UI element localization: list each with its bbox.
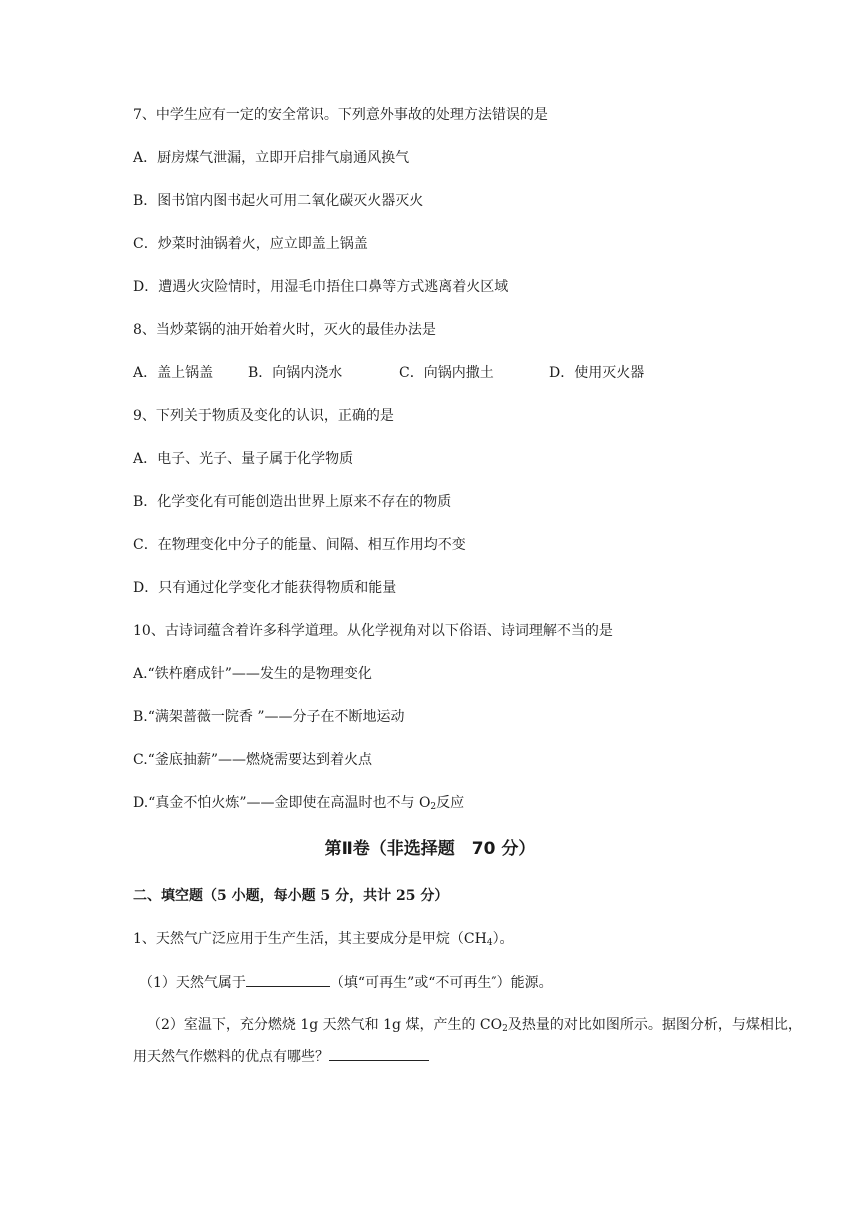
fill1-part2-text: （2）室温下，充分燃烧 1g 天然气和 1g 煤，产生的 CO bbox=[147, 1017, 503, 1033]
q10-option-d bbox=[133, 793, 464, 813]
fill1-stem-subscript: 4 bbox=[486, 938, 493, 948]
q10-option-a: A.“铁杵磨成针”——发生的是物理变化 bbox=[133, 666, 372, 682]
q8-option-b: B．向锅内浇水 bbox=[248, 365, 343, 381]
q7-option-a: A．厨房煤气泄漏，立即开启排气扇通风换气 bbox=[133, 150, 410, 166]
q8-options bbox=[133, 363, 733, 383]
q10-option-d-text: D.“真金不怕火炼”——金即使在高温时也不与 O bbox=[133, 795, 431, 811]
fill1-stem bbox=[133, 929, 514, 949]
fill1-part1-text: （1）天然气属于 bbox=[139, 975, 246, 991]
q10-stem: 10、古诗词蕴含着许多科学道理。从化学视角对以下俗语、诗词理解不当的是 bbox=[133, 623, 613, 639]
q9-option-a: A．电子、光子、量子属于化学物质 bbox=[133, 451, 354, 467]
fill1-part2 bbox=[133, 1009, 807, 1073]
q10-option-d-subscript: 2 bbox=[430, 802, 437, 812]
fill1-part2-tail: 及热量的对比如图所示。据图分析，与煤相比，用天然气作燃料的优点有哪些？ bbox=[133, 1017, 802, 1065]
section-title: 第Ⅱ卷（非选择题 70 分） bbox=[324, 839, 536, 859]
q7-option-b: B．图书馆内图书起火可用二氧化碳灭火器灭火 bbox=[133, 193, 424, 209]
fill1-part2-blank[interactable] bbox=[329, 1046, 429, 1061]
q8-stem: 8、当炒菜锅的油开始着火时，灭火的最佳办法是 bbox=[133, 322, 436, 338]
fill1-part1-tail: （填“可再生”或“不可再生″）能源。 bbox=[329, 975, 553, 991]
q8-option-a: A．盖上锅盖 bbox=[133, 365, 214, 381]
q7-stem: 7、中学生应有一定的安全常识。下列意外事故的处理方法错误的是 bbox=[133, 107, 548, 123]
q9-option-d: D．只有通过化学变化才能获得物质和能量 bbox=[133, 580, 397, 596]
q7-option-c: C．炒菜时油锅着火，应立即盖上锅盖 bbox=[133, 236, 368, 252]
q10-option-b: B.“满架蔷薇一院香 ”——分子在不断地运动 bbox=[133, 709, 405, 725]
q8-option-d: D．使用灭火器 bbox=[549, 365, 645, 381]
q10-option-d-tail: 反应 bbox=[436, 795, 465, 811]
q10-option-c: C.“釜底抽薪”——燃烧需要达到着火点 bbox=[133, 752, 372, 768]
fill1-stem-text: 1、天然气广泛应用于生产生活，其主要成分是甲烷（CH bbox=[133, 931, 487, 947]
fill1-part1-blank[interactable] bbox=[246, 972, 330, 987]
q7-option-d: D．遭遇火灾险情时，用湿毛巾捂住口鼻等方式逃离着火区域 bbox=[133, 279, 509, 295]
fill1-stem-tail: ）。 bbox=[492, 931, 514, 947]
q8-option-c: C．向锅内撒土 bbox=[399, 365, 494, 381]
fill1-part1 bbox=[139, 972, 553, 993]
q9-option-b: B．化学变化有可能创造出世界上原来不存在的物质 bbox=[133, 494, 452, 510]
section-heading: 二、填空题（5 小题，每小题 5 分，共计 25 分） bbox=[133, 888, 449, 904]
fill1-part2-subscript: 2 bbox=[502, 1024, 508, 1034]
q9-option-c: C．在物理变化中分子的能量、间隔、相互作用均不变 bbox=[133, 537, 466, 553]
q9-stem: 9、下列关于物质及变化的认识，正确的是 bbox=[133, 408, 394, 424]
